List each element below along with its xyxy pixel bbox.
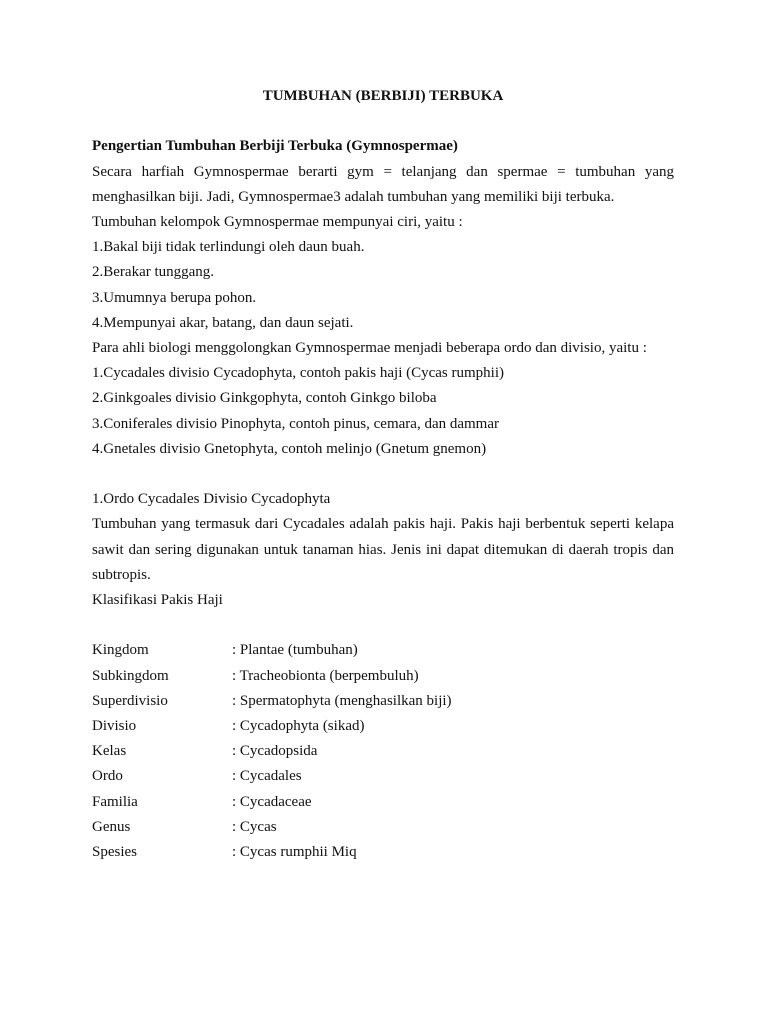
klasifikasi-value: : Cycadales <box>232 768 302 785</box>
paragraph-cycadales: Tumbuhan yang termasuk dari Cycadales adalah pakis haji. Pakis haji berbentuk seperti kelapa sawit dan sering digunakan untuk tanaman hias. Jenis ini dapat ditemukan di daerah tropis dan subtropis. <box>92 516 674 583</box>
blank-line <box>92 613 674 638</box>
ciri-item: 2.Berakar tunggang. <box>92 264 215 281</box>
klasifikasi-label: Klasifikasi Pakis Haji <box>92 592 223 609</box>
klasifikasi-key: Divisio <box>92 718 137 735</box>
klasifikasi-row <box>92 689 674 714</box>
klasifikasi-key: Ordo <box>92 768 123 785</box>
klasifikasi-value: : Tracheobionta (berpembuluh) <box>232 667 419 684</box>
klasifikasi-value: : Cycadophyta (sikad) <box>232 718 365 735</box>
klasifikasi-value: : Cycadaceae <box>232 793 312 810</box>
ordo-intro: Para ahli biologi menggolongkan Gymnospermae menjadi beberapa ordo dan divisio, yaitu : <box>92 340 647 357</box>
ciri-intro: Tumbuhan kelompok Gymnospermae mempunyai ciri, yaitu : <box>92 214 463 230</box>
ordo-item: 2.Ginkgoales divisio Ginkgophyta, contoh Ginkgo biloba <box>92 390 437 407</box>
document-title: TUMBUHAN (BERBIJI) TERBUKA <box>262 88 504 104</box>
section-heading-pengertian: Pengertian Tumbuhan Berbiji Terbuka (Gymnospermae) <box>92 138 458 155</box>
paragraph-definition: Secara harfiah Gymnospermae berarti gym = telanjang dan spermae = tumbuhan yang menghasilkan biji. Jadi, Gymnospermae3 adalah tumbuhan yang memiliki biji terbuka. <box>92 163 674 205</box>
klasifikasi-key: Spesies <box>92 844 137 861</box>
klasifikasi-row <box>92 764 674 789</box>
klasifikasi-value: : Cycas rumphii Miq <box>232 844 357 861</box>
klasifikasi-table <box>92 638 674 865</box>
klasifikasi-row <box>92 815 674 840</box>
klasifikasi-value: : Plantae (tumbuhan) <box>232 642 358 659</box>
klasifikasi-row <box>92 790 674 815</box>
klasifikasi-value: : Cycadopsida <box>232 743 318 760</box>
ordo-item: 1.Cycadales divisio Cycadophyta, contoh pakis haji (Cycas rumphii) <box>92 365 505 382</box>
klasifikasi-row <box>92 840 674 865</box>
klasifikasi-value: : Spermatophyta (menghasilkan biji) <box>232 692 452 709</box>
blank-line <box>92 462 674 487</box>
klasifikasi-key: Genus <box>92 818 131 835</box>
ciri-item: 4.Mempunyai akar, batang, dan daun sejati. <box>92 314 354 331</box>
document-page <box>92 84 674 865</box>
klasifikasi-key: Familia <box>92 793 138 810</box>
klasifikasi-row <box>92 714 674 739</box>
klasifikasi-key: Subkingdom <box>92 667 169 684</box>
klasifikasi-row <box>92 638 674 663</box>
ordo-item: 4.Gnetales divisio Gnetophyta, contoh melinjo (Gnetum gnemon) <box>92 440 487 457</box>
klasifikasi-value: : Cycas <box>232 818 277 835</box>
ciri-item: 1.Bakal biji tidak terlindungi oleh daun buah. <box>92 239 365 256</box>
klasifikasi-row <box>92 664 674 689</box>
blank-line <box>92 109 674 134</box>
klasifikasi-key: Kingdom <box>92 642 149 659</box>
ciri-item: 3.Umumnya berupa pohon. <box>92 289 257 306</box>
klasifikasi-key: Kelas <box>92 743 127 760</box>
ordo-item: 3.Coniferales divisio Pinophyta, contoh pinus, cemara, dan dammar <box>92 415 499 432</box>
section-heading-cycadales: 1.Ordo Cycadales Divisio Cycadophyta <box>92 491 331 508</box>
klasifikasi-row <box>92 739 674 764</box>
klasifikasi-key: Superdivisio <box>92 692 168 709</box>
